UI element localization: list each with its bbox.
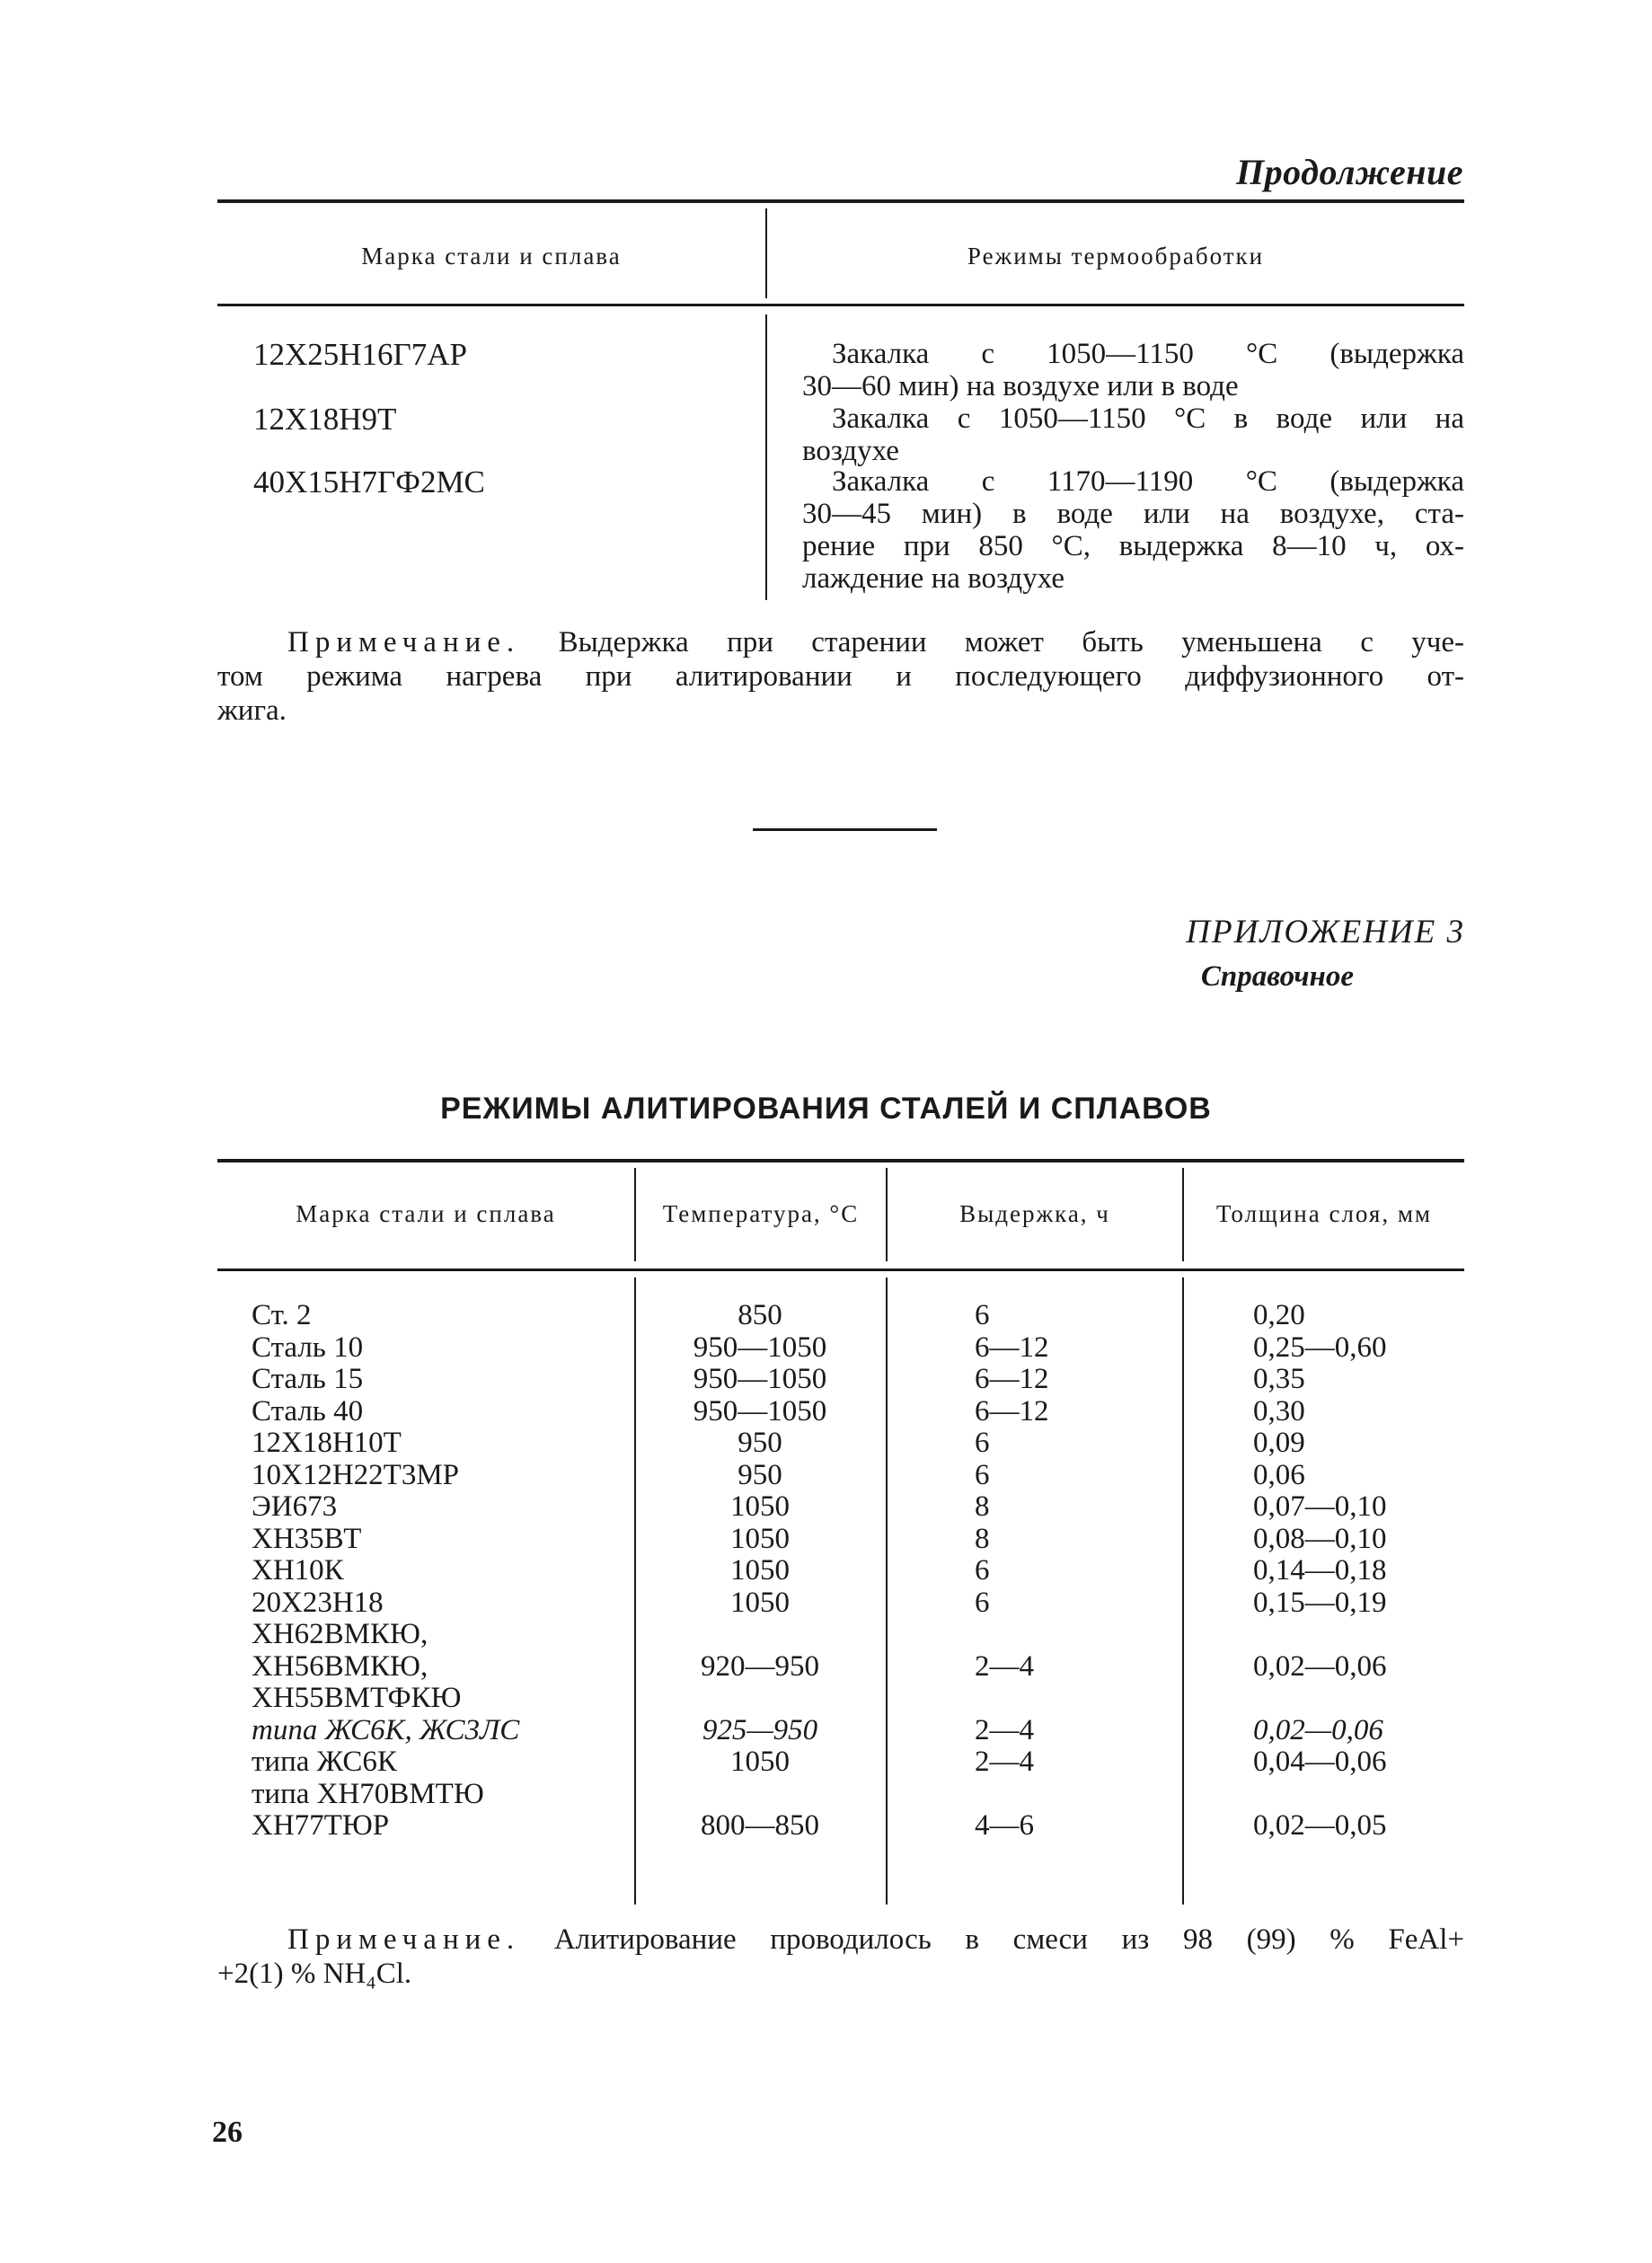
table2-thickness-12: 0,02—0,06 <box>1253 1713 1383 1746</box>
table1-grade-2: 12Х18Н9Т <box>253 402 397 437</box>
table1-header-mode: Режимы термообработки <box>967 243 1265 270</box>
table2-grade-9: ХН10К <box>252 1554 344 1587</box>
table2-temp-7: 1050 <box>730 1490 790 1523</box>
table2-grade-14-line-1: типа ХН70ВМТЮ <box>252 1777 484 1810</box>
table1-top-rule <box>217 199 1464 203</box>
table2-grade-7: ЭИ673 <box>252 1490 338 1523</box>
table2-hold-6: 6 <box>975 1458 990 1491</box>
table2-temp-2: 950—1050 <box>693 1330 827 1364</box>
table1-mode-1-line-1: Закалка с 1050—1150 °С (выдержка <box>832 338 1464 370</box>
table2-grade-10: 20Х23Н18 <box>252 1586 384 1619</box>
table2-grade-12: типа ЖС6К, ЖС3ЛС <box>252 1713 520 1746</box>
table1-grade-3: 40Х15Н7ГФ2МС <box>253 464 485 499</box>
table1-header-rule <box>217 304 1464 306</box>
table2-grade-6: 10Х12Н22Т3МР <box>252 1458 460 1491</box>
table1-mode-1 <box>802 338 1464 402</box>
table2-thickness-13: 0,04—0,06 <box>1253 1746 1387 1778</box>
table2-hold-5: 6 <box>975 1427 990 1459</box>
table2-grade-column <box>252 1300 519 1843</box>
table1-mode-3 <box>802 465 1464 595</box>
note1-label: Примечание. <box>287 626 521 659</box>
table2-header-temp: Температура, °С <box>662 1200 860 1227</box>
table2-grade-1: Ст. 2 <box>252 1299 312 1331</box>
table2-hold-11: 2—4 <box>975 1649 1034 1683</box>
table1-mode-1-line-2: 30—60 мин) на воздухе или в воде <box>802 370 1239 402</box>
note1-line-3: жига. <box>217 694 287 727</box>
section-separator <box>753 828 937 831</box>
table1-mode-3-line-4: лаждение на воздухе <box>802 562 1065 595</box>
table1-mode-3-line-1: Закалка с 1170—1190 °С (выдержка <box>832 465 1464 498</box>
table2-thickness-column <box>1253 1300 1387 1843</box>
table2-thickness-9: 0,14—0,18 <box>1253 1554 1387 1587</box>
appendix-subtitle: Справочное <box>1200 960 1354 993</box>
table1-mode-2 <box>802 402 1464 467</box>
table2-hold-12: 2—4 <box>975 1713 1034 1746</box>
table2-thickness-6: 0,06 <box>1253 1458 1305 1491</box>
table2-thickness-4: 0,30 <box>1253 1394 1305 1428</box>
table2-thickness-5: 0,09 <box>1253 1427 1305 1459</box>
table1-mode-2-line-2: воздухе <box>802 435 899 467</box>
table2-temp-13: 1050 <box>730 1746 790 1778</box>
table2-header-grade: Марка стали и сплава <box>296 1200 556 1227</box>
table2-header-hold: Выдержка, ч <box>959 1200 1110 1227</box>
table2-body-divider-3 <box>1182 1277 1184 1905</box>
table2-temp-6: 950 <box>738 1458 782 1491</box>
table2-temp-1: 850 <box>738 1299 782 1331</box>
table1-mode-2-line-1: Закалка с 1050—1150 °С в воде или на <box>832 402 1464 435</box>
table1-header-grade: Марка стали и сплава <box>361 243 622 270</box>
table2-thickness-7: 0,07—0,10 <box>1253 1490 1387 1523</box>
table2-temp-3: 950—1050 <box>693 1363 827 1395</box>
table2-temp-column <box>634 1300 886 1843</box>
table2-temp-14: 800—850 <box>701 1809 819 1842</box>
note1-text-1: Выдержка при старении может быть уменьшена с уче- <box>558 626 1464 659</box>
table2-header-thickness: Толщина слоя, мм <box>1215 1200 1433 1227</box>
table2-body-divider-2 <box>886 1277 888 1905</box>
table2-hold-column <box>975 1300 1049 1843</box>
appendix-title: ПРИЛОЖЕНИЕ 3 <box>1186 914 1465 950</box>
table2-hold-13: 2—4 <box>975 1746 1034 1778</box>
table2-temp-5: 950 <box>738 1427 782 1459</box>
table1-mode-3-line-2: 30—45 мин) в воде или на воздухе, ста- <box>802 498 1464 530</box>
note2-text-1: Алитирование проводилось в смеси из 98 (99) % FeAl+ <box>553 1923 1465 1956</box>
table1-mode-3-line-3: рение при 850 °С, выдержка 8—10 ч, ох- <box>802 530 1464 562</box>
table2-grade-11-line-3: ХН55ВМТФКЮ <box>252 1682 462 1714</box>
table2-grade-4: Сталь 40 <box>252 1394 364 1428</box>
table2-hold-10: 6 <box>975 1586 990 1619</box>
table2-thickness-11: 0,02—0,06 <box>1253 1649 1387 1683</box>
note1-line-1 <box>217 625 1464 659</box>
table1-body-divider <box>765 314 767 600</box>
note2-line-2: +2(1) % NH₄Cl. <box>217 1958 412 1990</box>
table2-title: РЕЖИМЫ АЛИТИРОВАНИЯ СТАЛЕЙ И СПЛАВОВ <box>440 1092 1212 1126</box>
note1 <box>217 625 1464 728</box>
page-number: 26 <box>212 2116 243 2149</box>
table2-grade-11-line-1: ХН62ВМКЮ, <box>252 1618 428 1650</box>
table2-grade-13: типа ЖС6К <box>252 1746 397 1778</box>
table2-temp-8: 1050 <box>730 1522 790 1555</box>
table2-temp-12: 925—950 <box>702 1713 818 1746</box>
table2-hold-4: 6—12 <box>975 1394 1049 1428</box>
table2-thickness-10: 0,15—0,19 <box>1253 1586 1387 1619</box>
table2-temp-11: 920—950 <box>701 1649 819 1683</box>
table2-temp-10: 1050 <box>730 1586 790 1619</box>
table2-hold-8: 8 <box>975 1522 990 1555</box>
table2-hold-9: 6 <box>975 1554 990 1587</box>
continuation-label: Продолжение <box>1236 152 1463 192</box>
table2-grade-2: Сталь 10 <box>252 1330 364 1364</box>
table2-hold-2: 6—12 <box>975 1330 1049 1364</box>
table2-grade-3: Сталь 15 <box>252 1363 364 1395</box>
table2-top-rule <box>217 1159 1464 1162</box>
table2-thickness-2: 0,25—0,60 <box>1253 1330 1387 1364</box>
table2-hold-3: 6—12 <box>975 1363 1049 1395</box>
note2-line-1 <box>217 1923 1464 1957</box>
table2-grade-5: 12Х18Н10Т <box>252 1427 402 1459</box>
table2-thickness-3: 0,35 <box>1253 1363 1305 1395</box>
table2-hold-14: 4—6 <box>975 1809 1034 1842</box>
table2-thickness-8: 0,08—0,10 <box>1253 1522 1387 1555</box>
table2-temp-4: 950—1050 <box>693 1394 827 1428</box>
note2 <box>217 1923 1464 1991</box>
table2-grade-11-line-2: ХН56ВМКЮ, <box>252 1649 428 1683</box>
table1-grade-1: 12Х25Н16Г7АР <box>253 337 468 372</box>
table2-thickness-1: 0,20 <box>1253 1299 1305 1331</box>
table2-grade-14-line-2: ХН77ТЮР <box>252 1809 390 1842</box>
note1-line-2: том режима нагрева при алитировании и последующего диффузионного от- <box>217 660 1464 693</box>
table2-hold-7: 8 <box>975 1490 990 1523</box>
note2-label: Примечание. <box>287 1923 521 1956</box>
table2-grade-8: ХН35ВТ <box>252 1522 362 1555</box>
table2-hold-1: 6 <box>975 1299 990 1331</box>
table2-header-rule <box>217 1269 1464 1271</box>
table2-thickness-14: 0,02—0,05 <box>1253 1809 1387 1842</box>
table2-temp-9: 1050 <box>730 1554 790 1587</box>
